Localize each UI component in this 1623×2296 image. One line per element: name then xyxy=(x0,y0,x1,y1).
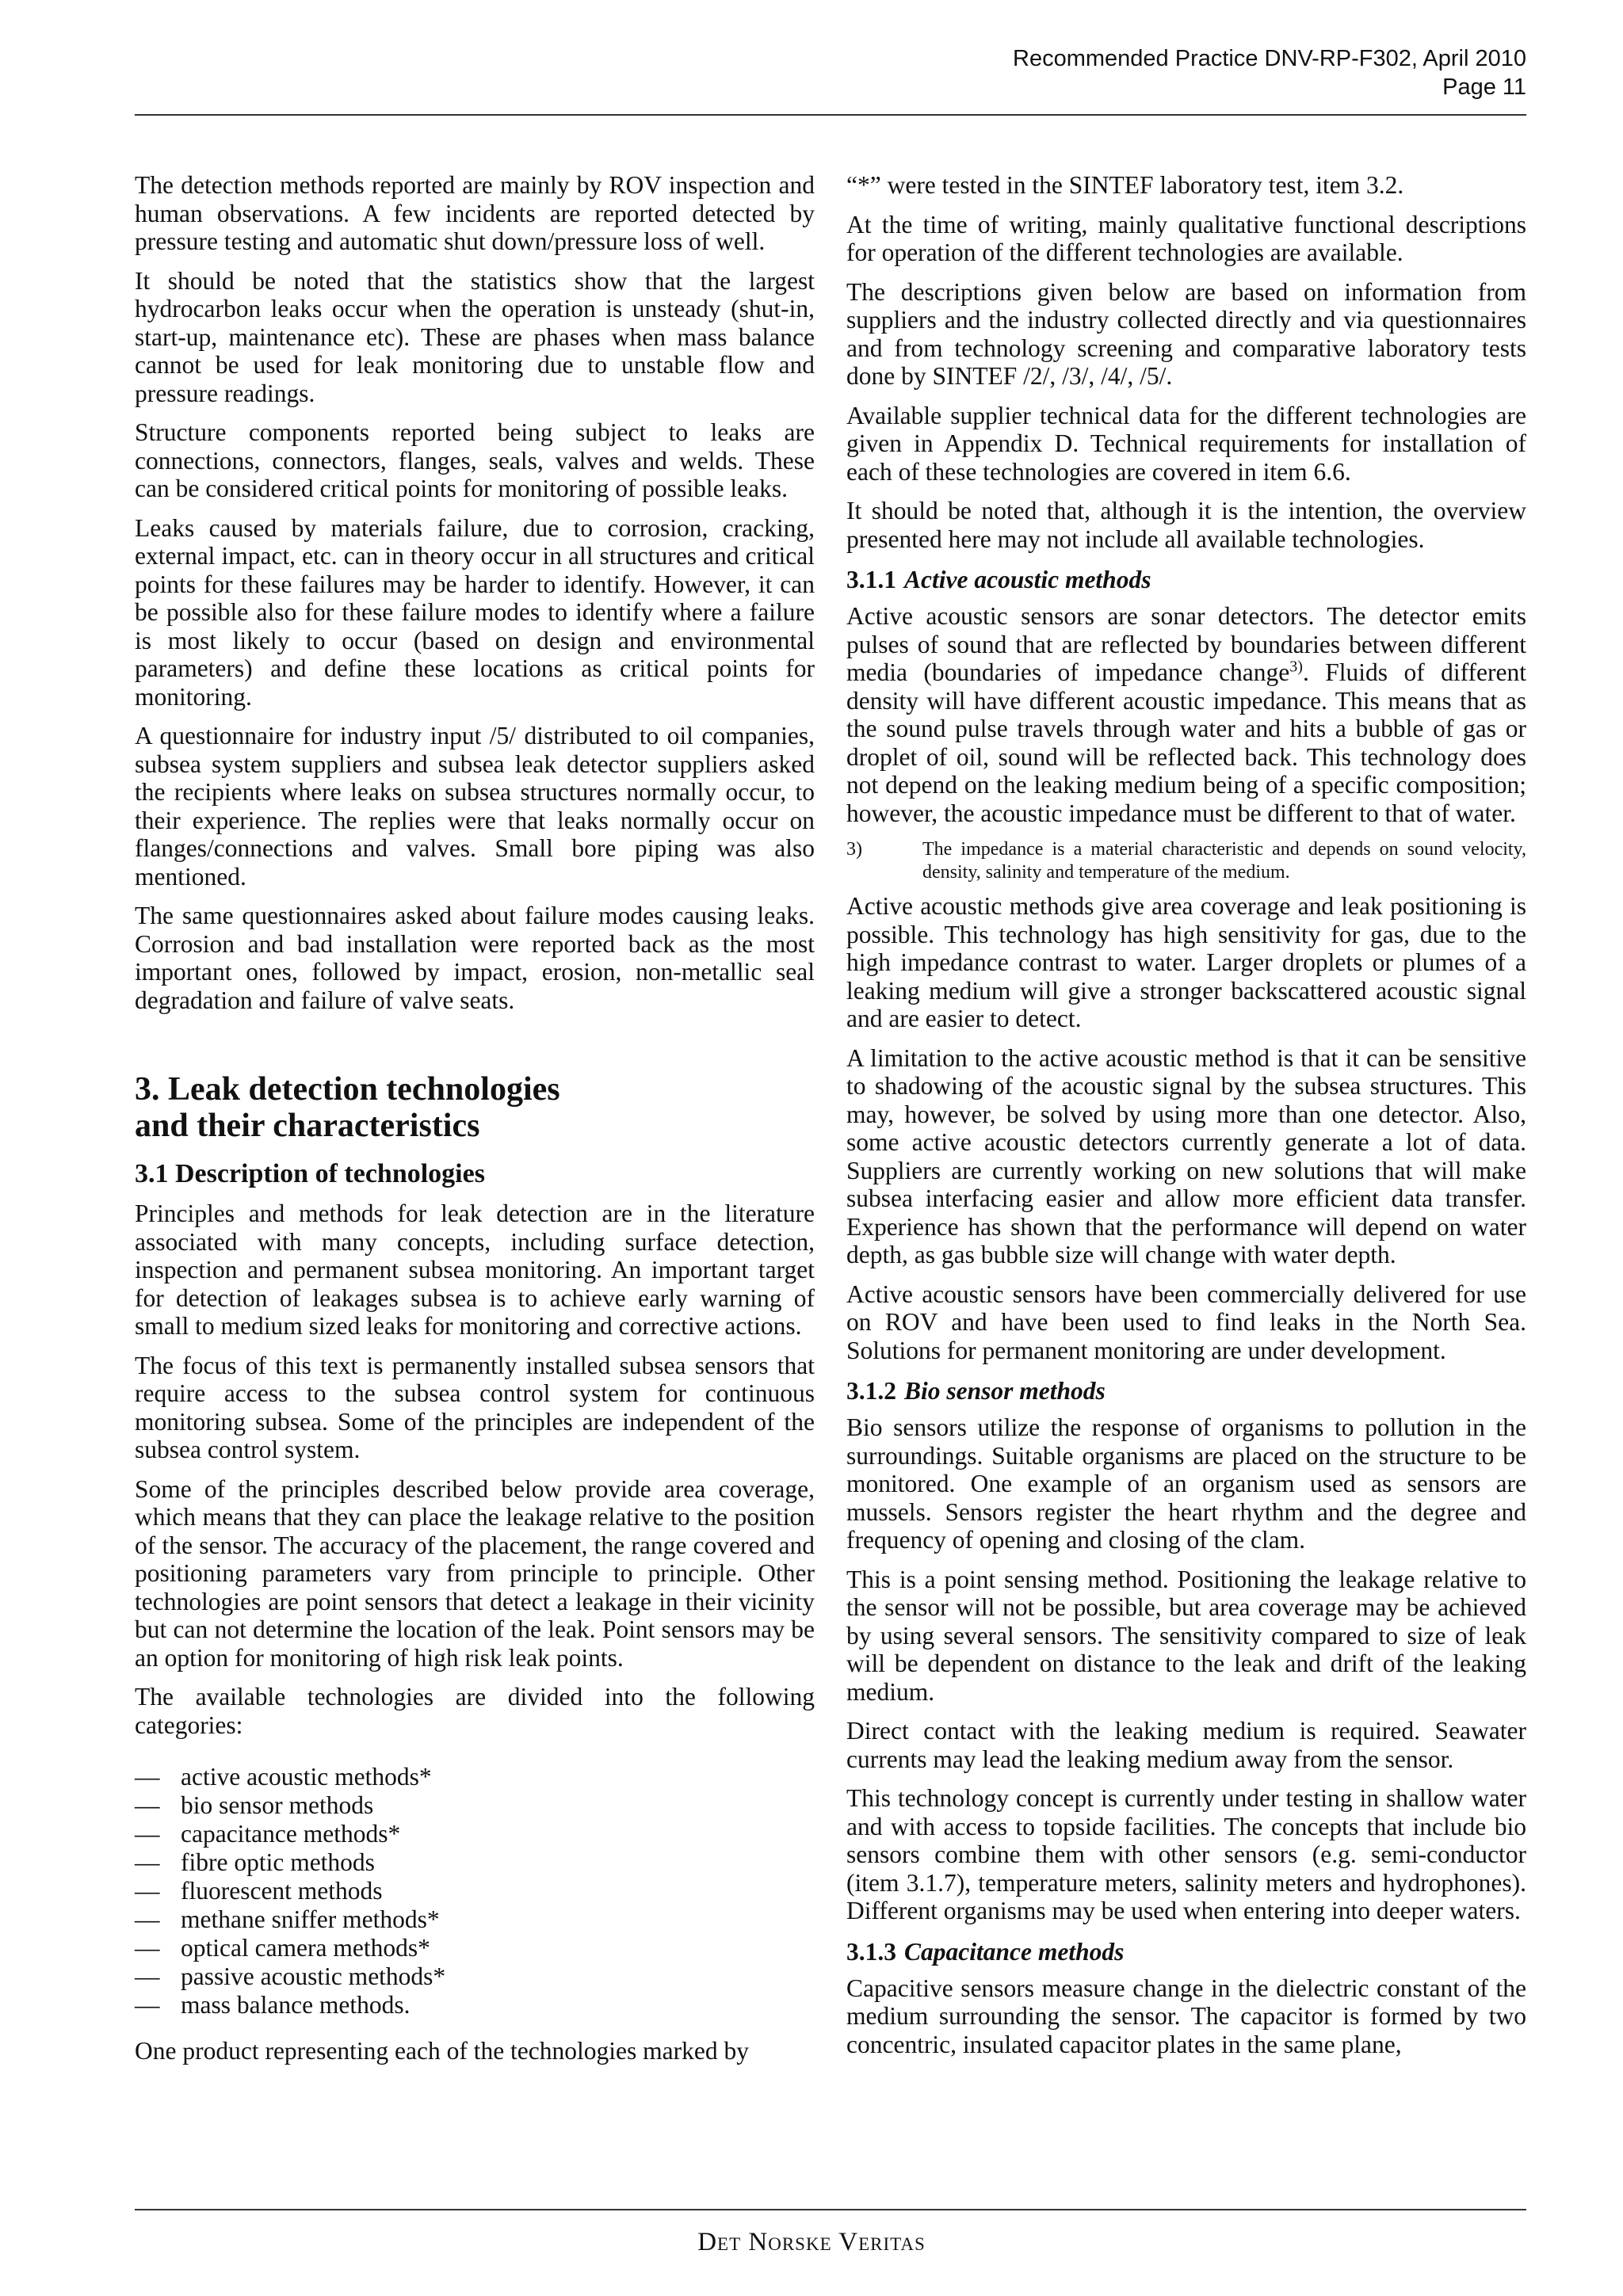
paragraph: It should be noted that the statistics show that the largest hydrocarbon leaks occur when the operation is unsteady (shut-in, start-up, maintenance etc). These are phases when mass balance cannot be used for leak monitoring due to unstable flow and pressure readings. xyxy=(135,266,815,407)
paragraph: Direct contact with the leaking medium is required. Seawater currents may lead the leaking medium away from the sensor. xyxy=(846,1717,1526,1773)
list-dash: — xyxy=(135,1905,160,1933)
list-dash: — xyxy=(135,1848,160,1876)
list-item-text: passive acoustic methods* xyxy=(181,1962,446,1990)
header-doc-title: Recommended Practice DNV-RP-F302, April 2010 xyxy=(1013,46,1526,71)
list-item-text: mass balance methods. xyxy=(181,1991,411,2019)
list-item xyxy=(135,1848,815,1877)
paragraph: Available supplier technical data for the different technologies are given in Appendix D. Technical requirements for installation of each of these technologies are covered in item 6.6. xyxy=(846,401,1526,486)
paragraph: At the time of writing, mainly qualitative functional descriptions for operation of the different technologies are available. xyxy=(846,210,1526,266)
paragraph: One product representing each of the technologies marked by xyxy=(135,2037,749,2065)
section-heading xyxy=(135,1071,815,1144)
paragraph: The focus of this text is permanently installed subsea sensors that require access to the subsea control system for continuous monitoring subsea. Some of the principles are independent of the subsea control system. xyxy=(135,1351,815,1463)
paragraph: “*” were tested in the SINTEF laboratory test, item 3.2. xyxy=(846,171,1404,199)
footnote-number: 3) xyxy=(846,839,862,860)
footnote-text: The impedance is a material characteristic and depends on sound velocity, density, salinity and temperature of the medium. xyxy=(922,839,1526,883)
list-dash: — xyxy=(135,1763,160,1791)
subsubsection-heading-3-1-2 xyxy=(846,1375,1526,1407)
paragraph: Principles and methods for leak detection are in the literature associated with many concepts, including surface detection, inspection and permanent subsea monitoring. An important target for detection of leakages subsea is to achieve early warning of small to medium sized leaks for monitoring and corrective actions. xyxy=(135,1199,815,1340)
paragraph: Bio sensors utilize the response of organisms to pollution in the surroundings. Suitable organisms are placed on the structure to be monitored. One example of an organism used as sensors are mussels. Sensors register the heart rhythm and the degree and frequency of opening and closing of the clam. xyxy=(846,1413,1526,1554)
list-dash: — xyxy=(135,1791,160,1819)
header-rule xyxy=(135,114,1526,116)
heading-title: Bio sensor methods xyxy=(904,1377,1106,1405)
list-item xyxy=(135,1905,815,1934)
list-item xyxy=(135,1991,815,2019)
list-dash: — xyxy=(135,1820,160,1848)
technology-list xyxy=(135,1763,815,2019)
paragraph: This technology concept is currently under testing in shallow water and with access to topside facilities. The concepts that include bio sensors combine them with other sensors (e.g. semi-conductor (item 3.1.7), temperature meters, salinity meters and hydrophones). Different organisms may be used when entering into deeper waters. xyxy=(846,1784,1526,1924)
paragraph: The same questionnaires asked about failure modes causing leaks. Corrosion and bad installation were reported back as the most important ones, followed by impact, erosion, non-metallic seal degradation and failure of valve seats. xyxy=(135,902,815,1014)
heading-number: 3.1.3 xyxy=(846,1937,896,1966)
list-dash: — xyxy=(135,1877,160,1905)
heading-number: 3.1.2 xyxy=(846,1377,896,1405)
section-heading-line1: 3. Leak detection technologies xyxy=(135,1071,560,1108)
list-item-text: capacitance methods* xyxy=(181,1820,401,1848)
section-heading-line2: and their characteristics xyxy=(135,1108,480,1144)
footer-publisher: Det Norske Veritas xyxy=(697,2228,926,2256)
list-item-text: active acoustic methods* xyxy=(181,1763,432,1791)
paragraph: Capacitive sensors measure change in the dielectric constant of the medium surrounding the sensor. The capacitor is formed by two concentric, insulated capacitor plates in the same plane, xyxy=(846,1974,1526,2058)
paragraph xyxy=(846,602,1526,827)
list-dash: — xyxy=(135,1991,160,2019)
page-header xyxy=(135,44,1526,101)
list-item-text: fibre optic methods xyxy=(181,1848,375,1876)
paragraph: A limitation to the active acoustic method is that it can be sensitive to shadowing of the acoustic signal by the subsea structures. This may, however, be solved by using more than one detector. Also, some active acoustic detectors currently generate a lot of data. Suppliers are currently working on new solutions that will make subsea interfacing easier and allow more efficient data transfer. Experience has shown that the performance will depend on water depth, as gas bubble size will change with water depth. xyxy=(846,1043,1526,1268)
paragraph: It should be noted that, although it is the intention, the overview presented here may not include all available technologies. xyxy=(846,497,1526,553)
paragraph: Some of the principles described below provide area coverage, which means that they can place the leakage relative to the position of the sensor. The accuracy of the placement, the range covered and positioning parameters vary from principle to principle. Other technologies are point sensors that detect a leakage in their vicinity but can not determine the location of the leak. Point sensors may be an option for monitoring of high risk leak points. xyxy=(135,1474,815,1672)
paragraph: Leaks caused by materials failure, due to corrosion, cracking, external impact, etc. can in theory occur in all structures and critical points for these failures may be harder to identify. However, it can be possible also for these failure modes to identify where a failure is most likely to occur (based on design and environmental parameters) and define these locations as critical points for monitoring. xyxy=(135,513,815,711)
list-item-text: methane sniffer methods* xyxy=(181,1905,440,1933)
list-dash: — xyxy=(135,1934,160,1962)
footnote-ref: 3) xyxy=(1289,658,1303,676)
paragraph: The available technologies are divided into the following categories: xyxy=(135,1683,815,1739)
paragraph-text: Active acoustic sensors are sonar detectors. The detector emits pulses of sound that are reflected by boundaries between different media (boundaries of impedance change xyxy=(846,602,1526,686)
list-item-text: fluorescent methods xyxy=(181,1877,383,1905)
heading-title: Active acoustic methods xyxy=(904,566,1151,593)
paragraph: This is a point sensing method. Positioning the leakage relative to the sensor will not be possible, but area coverage may be achieved by using several sensors. The sensitivity compared to size of leak will be dependent on distance to the leak and drift of the leaking medium. xyxy=(846,1565,1526,1706)
paragraph: Active acoustic sensors have been commercially delivered for use on ROV and have been used to find leaks in the North Sea. Solutions for permanent monitoring are under development. xyxy=(846,1280,1526,1364)
paragraph: A questionnaire for industry input /5/ distributed to oil companies, subsea system suppliers and subsea leak detector suppliers asked the recipients where leaks on subsea structures normally occur, to their experience. The replies were that leaks normally occur on flanges/connections and valves. Small bore piping was also mentioned. xyxy=(135,722,815,891)
left-column xyxy=(135,171,815,2077)
heading-title: Capacitance methods xyxy=(904,1937,1125,1966)
list-dash: — xyxy=(135,1962,160,1990)
list-item-text: optical camera methods* xyxy=(181,1934,430,1962)
list-item xyxy=(135,1791,815,1820)
header-page-number: Page 11 xyxy=(1442,74,1526,100)
subsubsection-heading-3-1-1 xyxy=(846,564,1526,596)
heading-number: 3.1.1 xyxy=(846,566,896,593)
footnote xyxy=(846,838,1526,884)
footer-rule xyxy=(135,2209,1526,2210)
list-item-text: bio sensor methods xyxy=(181,1791,374,1819)
list-item xyxy=(135,1763,815,1791)
list-item xyxy=(135,1877,815,1905)
subsection-heading: 3.1 Description of technologies xyxy=(135,1159,485,1188)
paragraph: Structure components reported being subject to leaks are connections, connectors, flanges, seals, valves and welds. These can be considered critical points for monitoring of possible leaks. xyxy=(135,418,815,502)
list-item xyxy=(135,1962,815,1991)
right-column xyxy=(846,171,1526,2069)
paragraph: The descriptions given below are based on information from suppliers and the industry collected directly and via questionnaires and from technology screening and comparative laboratory tests done by SINTEF /2/, /3/, /4/, /5/. xyxy=(846,277,1526,390)
list-item xyxy=(135,1820,815,1848)
list-item xyxy=(135,1934,815,1962)
paragraph-text: . Fluids of different density will have different acoustic impedance. This means that as the sound pulse travels through water and hits a bubble of gas or droplet of oil, sound will be reflected back. This technology does not depend on the leaking medium being of a specific composition; however, the acoustic impedance must be different to that of water. xyxy=(846,658,1526,827)
page-footer xyxy=(0,2228,1623,2257)
paragraph: The detection methods reported are mainly by ROV inspection and human observations. A few incidents are reported detected by pressure testing and automatic shut down/pressure loss of well. xyxy=(135,171,815,255)
paragraph: Active acoustic methods give area coverage and leak positioning is possible. This technology has high sensitivity for gas, due to the high impedance contrast to water. Larger droplets or plumes of a leaking medium will give a stronger backscattered acoustic signal and are easier to detect. xyxy=(846,892,1526,1032)
subsubsection-heading-3-1-3 xyxy=(846,1936,1526,1968)
